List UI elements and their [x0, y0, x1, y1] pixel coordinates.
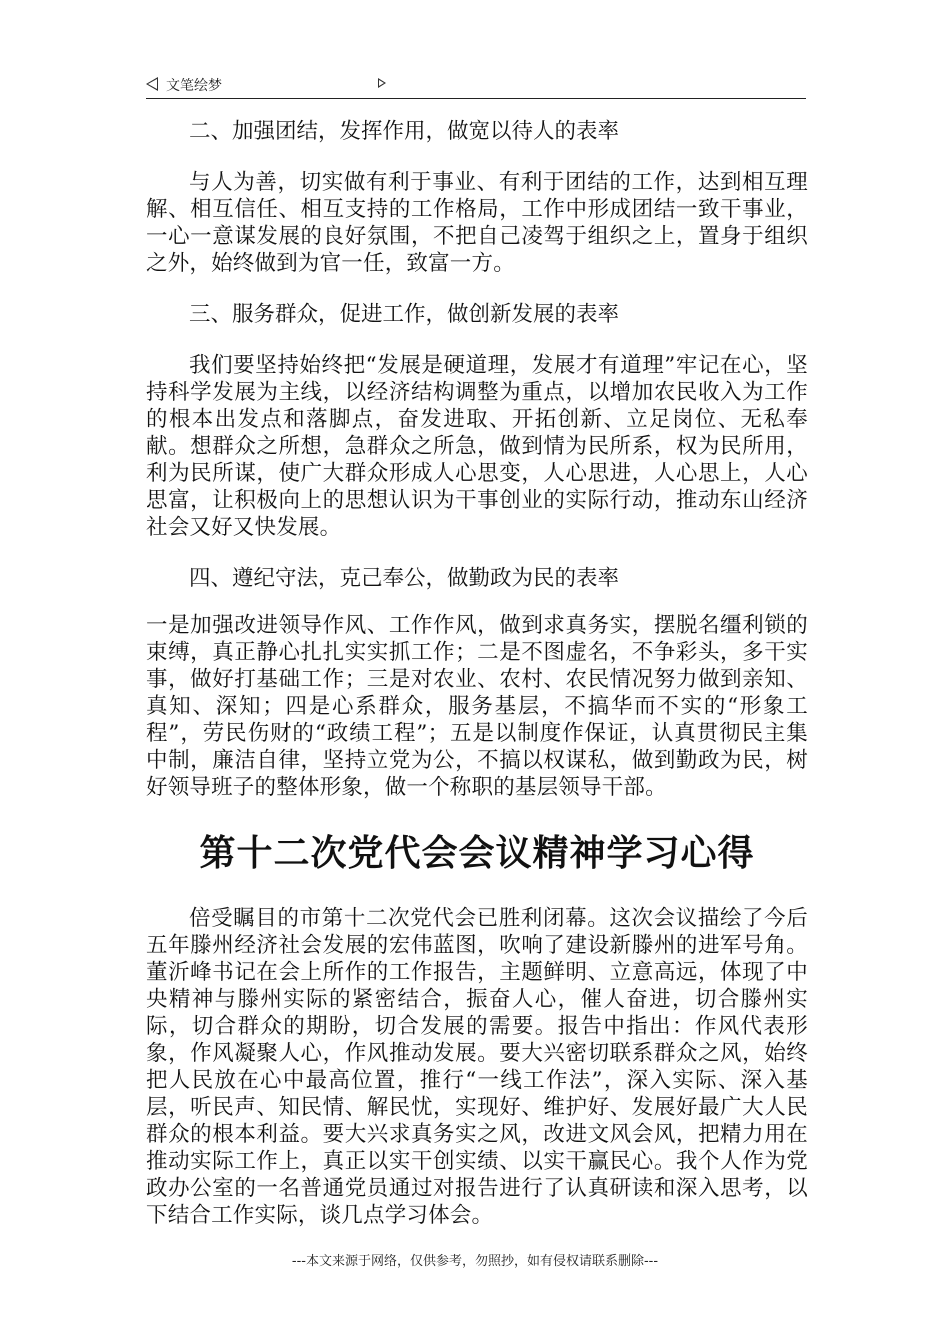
section-heading-4: 四、遵纪守法，克己奉公，做勤政为民的表率: [189, 566, 620, 591]
left-triangle-icon: [146, 77, 158, 91]
section-paragraph-2: 与人为善，切实做有利于事业、有利于团结的工作，达到相互理解、相互信任、相互支持的工作格局，工作中形成团结一致干事业，一心一意谋发展的良好氛围，不把自己凌驾于组织之上，置身于组织之外，始终做到为官一任，致富一方。: [146, 170, 808, 276]
article-paragraph: 倍受瞩目的市第十二次党代会已胜利闭幕。这次会议描绘了今后五年滕州经济社会发展的宏伟蓝图，吹响了建设新滕州的进军号角。董沂峰书记在会上所作的工作报告，主题鲜明、立意高远，体现了中央精神与滕州实际的紧密结合，振奋人心，催人奋进，切合滕州实际，切合群众的期盼，切合发展的需要。报告中指出：作风代表形象，作风凝聚人心，作风推动发展。要大兴密切联系群众之风，始终把人民放在心中最高位置，推行“一线工作法”，深入实际、深入基层，听民声、知民情、解民忧，实现好、维护好、发展好最广大人民群众的根本利益。要大兴求真务实之风，改进文风会风，把精力用在推动实际工作上，真正以实干创实绩、以实干赢民心。我个人作为党政办公室的一名普通党员通过对报告进行了认真研读和深入思考，以下结合工作实际，谈几点学习体会。: [146, 906, 808, 1228]
document-body: [146, 118, 808, 1229]
section-heading-3: 三、服务群众，促进工作，做创新发展的表率: [189, 302, 620, 327]
right-triangle-icon: [378, 78, 386, 88]
section-paragraph-3: 我们要坚持始终把“发展是硬道理，发展才有道理”牢记在心，坚持科学发展为主线，以经济结构调整为重点，以增加农民收入为工作的根本出发点和落脚点，奋发进取、开拓创新、立足岗位、无私奉献。想群众之所想，急群众之所急，做到情为民所系，权为民所用，利为民所谋，使广大群众形成人心思变，人心思进，人心思上，人心思富，让积极向上的思想认识为干事创业的实际行动，推动东山经济社会又好又快发展。: [146, 353, 808, 540]
article-title: 第十二次党代会会议精神学习心得: [199, 832, 755, 874]
page-header: [146, 72, 806, 99]
section-heading-2: 二、加强团结，发挥作用，做宽以待人的表率: [189, 119, 620, 144]
section-paragraph-4: 一是加强改进领导作风、工作作风，做到求真务实，摆脱名缰利锁的束缚，真正静心扎扎实实抓工作；二是不图虚名，不争彩头，多干实事，做好打基础工作；三是对农业、农村、农民情况努力做到亲知、真知、深知；四是心系群众，服务基层，不搞华而不实的“形象工程”，劳民伤财的“政绩工程”；五是以制度作保证，认真贯彻民主集中制，廉洁自律，坚持立党为公，不搞以权谋私，做到勤政为民，树好领导班子的整体形象，做一个称职的基层领导干部。: [146, 613, 808, 800]
disclaimer-footer: ---本文来源于网络，仅供参考，勿照抄，如有侵权请联系删除---: [291, 1254, 659, 1269]
brand-label: 文笔绘梦: [166, 78, 222, 94]
